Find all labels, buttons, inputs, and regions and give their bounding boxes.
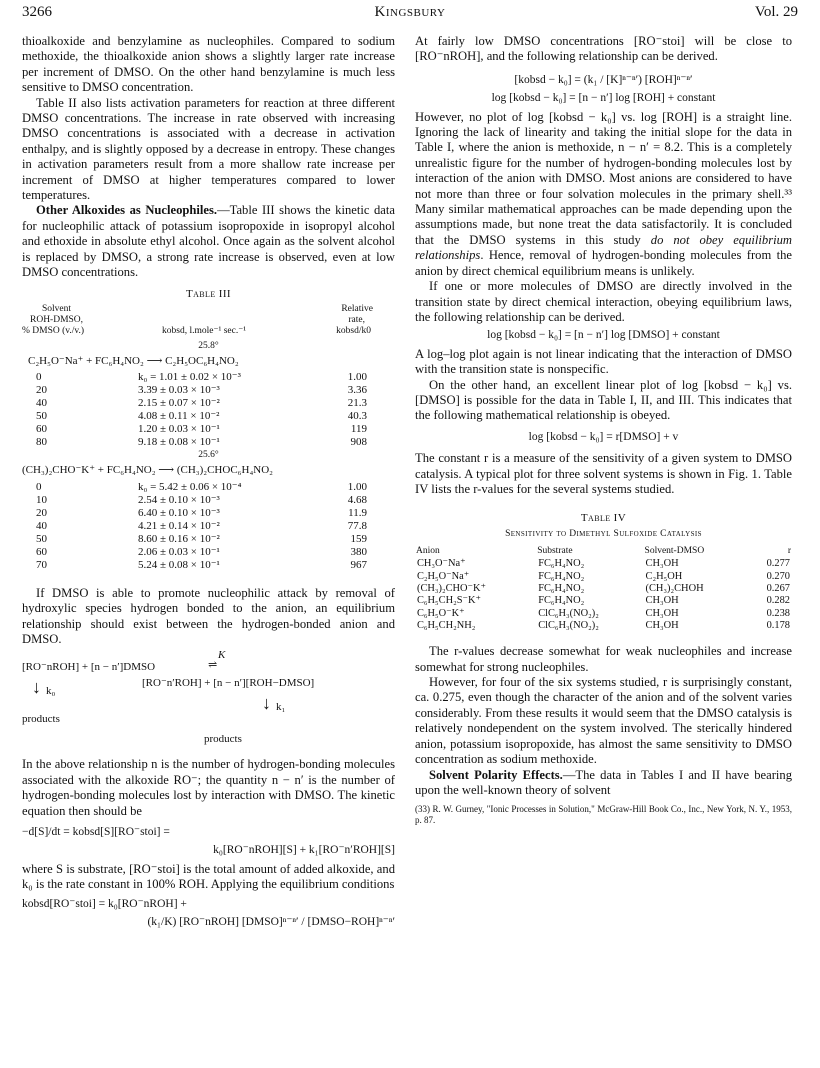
table-cell: 11.9 bbox=[348, 506, 367, 519]
table-cell: 0 bbox=[36, 480, 42, 493]
equation: −d[S]/dt = kobsd[S][RO⁻stoi] = bbox=[22, 825, 170, 838]
table-row bbox=[22, 559, 395, 572]
table-cell: CH₃OH bbox=[645, 607, 679, 619]
table-cell: ClC₆H₃(NO₂)₂ bbox=[538, 619, 599, 631]
paragraph: thioalkoxide and benzylamine as nucleophiles. Compared to sodium methoxide, the thioalkoxide anion shows a slightly larger rate increase per increment of DMSO. On the other hand benzylamine is much less sensitive to DMSO concentration. bbox=[22, 34, 395, 95]
column-header: Anion bbox=[416, 546, 440, 557]
table-row bbox=[22, 371, 395, 384]
table-cell: 60 bbox=[36, 423, 47, 436]
table-row bbox=[22, 520, 395, 533]
table-cell: 8.60 ± 0.16 × 10⁻² bbox=[138, 532, 220, 545]
table-cell: 0.270 bbox=[766, 570, 790, 582]
table-cell: 1.00 bbox=[347, 371, 367, 384]
table-iv bbox=[415, 511, 792, 632]
table-cell: C₆H₅O⁻K⁺ bbox=[417, 607, 465, 619]
reaction-equation: (CH₃)₂CHO⁻K⁺ + FC₆H₄NO₂ ⟶ (CH₃)₂CHOC₆H₄NO₂ bbox=[22, 464, 273, 477]
equation: [kobsd − k₀] = (k₁ / [K]ⁿ⁻ⁿ′) [ROH]ⁿ⁻ⁿ′ bbox=[514, 73, 693, 86]
page-number: 3266 bbox=[22, 4, 52, 20]
table-row bbox=[415, 583, 792, 595]
table-cell: 0.277 bbox=[766, 558, 790, 570]
paragraph: where S is substrate, [RO⁻stoi] is the total amount of added alkoxide, and k₀ is the rate constant in 100% ROH. Applying the equilibrium conditions bbox=[22, 861, 395, 892]
table-cell: FC₆H₄NO₂ bbox=[538, 595, 585, 607]
table-row bbox=[415, 595, 792, 607]
down-arrow-icon: ↓ bbox=[32, 677, 41, 698]
table-cell: 9.18 ± 0.08 × 10⁻¹ bbox=[138, 436, 220, 449]
table-cell: 1.20 ± 0.03 × 10⁻¹ bbox=[138, 423, 220, 436]
table-cell: 4.21 ± 0.14 × 10⁻² bbox=[138, 519, 220, 532]
section-heading: Solvent Polarity Effects. bbox=[429, 767, 563, 782]
paragraph: The r-values decrease somewhat for weak nucleophiles and increase somewhat for strong nucleophiles. bbox=[415, 644, 792, 674]
table-cell: 2.06 ± 0.03 × 10⁻¹ bbox=[138, 545, 220, 558]
table-cell: 80 bbox=[36, 436, 47, 449]
table-cell: 77.8 bbox=[347, 519, 367, 532]
table-row bbox=[415, 571, 792, 583]
table-cell: 3.36 bbox=[347, 384, 367, 397]
equilibrium-arrow-icon: ⇌ bbox=[208, 659, 218, 672]
table-cell: CH₃OH bbox=[645, 558, 679, 570]
equilibrium-scheme: [RO⁻nROH] + [n − n′]DMSO K ⇌ [RO⁻n′ROH] + [n − n′][ROH−DMSO] ↓ k₀ ↓ k₁ products products bbox=[22, 649, 315, 746]
paragraph: In the above relationship n is the number of hydrogen-bonding molecules associated with the alkoxide RO⁻; the quantity n − n′ is the number of hydrogen-bonding molecules lost by interaction with DMSO. The kinetic equation then should be bbox=[22, 757, 395, 818]
table-cell: C₆H₅CH₂NH₂ bbox=[417, 619, 476, 631]
left-column bbox=[22, 34, 395, 933]
table-cell: 967 bbox=[350, 558, 367, 571]
table-cell: 4.68 bbox=[347, 493, 367, 506]
footnote: (33) R. W. Gurney, "Ionic Processes in Solution," McGraw-Hill Book Co., Inc., New York, N. Y., 1953, p. 87. bbox=[415, 804, 792, 826]
table-cell: 20 bbox=[36, 384, 47, 397]
table-cell: 50 bbox=[36, 532, 47, 545]
page-header bbox=[22, 4, 798, 22]
column-header: r bbox=[787, 546, 791, 557]
paragraph: However, no plot of log [kobsd − k₀] vs. log [ROH] is a straight line. Ignoring the lack of linearity and taking the initial slope for the data in Table I, where the anion is methoxide, n − n′ = 8.2. This is a completely unrealistic figure for the number of hydrogen-bonding molecules lost by interaction of the anion with DMSO. Most anions are considered to have not more than three or four solvation molecules in the primary shell.³³ Many similar mathematical approaches can be made depending upon the assumptions made, but none treat the data satisfactorily. It is concluded that the DMSO systems in this study do not obey equilibrium relationships. Hence, removal of hydrogen-bonding molecules from the anion by direct chemical equilibrium means is unlikely. bbox=[415, 109, 792, 278]
table-cell: 0.178 bbox=[766, 619, 790, 631]
table-iii bbox=[22, 287, 395, 572]
table-cell: 70 bbox=[36, 558, 47, 571]
column-header: Solvent-DMSO bbox=[644, 546, 705, 557]
paragraph: At fairly low DMSO concentrations [RO⁻stoi] will be close to [RO⁻nROH], and the following relationship can be derived. bbox=[415, 34, 792, 64]
table-cell: FC₆H₄NO₂ bbox=[538, 583, 585, 595]
table-cell: 119 bbox=[350, 423, 367, 436]
equation: kobsd[RO⁻stoi] = k₀[RO⁻nROH] + bbox=[22, 897, 187, 910]
paragraph: If DMSO is able to promote nucleophilic attack by removal of hydroxylic species hydrogen bonded to the anion, an equilibrium relationship should exist between the hydrogen-bonded anion and DMSO. bbox=[22, 585, 395, 646]
table-cell: 21.3 bbox=[347, 397, 367, 410]
right-column bbox=[415, 34, 792, 826]
table-cell: 159 bbox=[350, 532, 367, 545]
table-cell: CH₃OH bbox=[645, 619, 679, 631]
table-cell: FC₆H₄NO₂ bbox=[538, 558, 585, 570]
table-row bbox=[22, 410, 395, 423]
table-row bbox=[22, 494, 395, 507]
table-cell: C₂H₅O⁻Na⁺ bbox=[417, 570, 470, 582]
equation: log [kobsd − k₀] = [n − n′] log [ROH] + constant bbox=[491, 92, 716, 105]
reaction-equation: C₂H₅O⁻Na⁺ + FC₆H₄NO₂ ⟶ C₂H₅OC₆H₄NO₂ bbox=[28, 354, 239, 367]
table-cell: CH₃OH bbox=[645, 595, 679, 607]
table-row bbox=[22, 533, 395, 546]
paragraph: If one or more molecules of DMSO are directly involved in the transition state by direct chemical interaction, obeying equilibrium laws, the following relationship can be derived. bbox=[415, 279, 792, 324]
table-header: Solvent ROH-DMSO, % DMSO (v./v.) kobsd, l.mole⁻¹ sec.⁻¹ Relative rate, kobsd/k0 bbox=[22, 303, 373, 336]
table-cell: 0.238 bbox=[766, 607, 790, 619]
table-cell: 0 bbox=[36, 371, 42, 384]
table-cell: 3.39 ± 0.03 × 10⁻³ bbox=[138, 384, 220, 397]
paragraph: The constant r is a measure of the sensitivity of a given system to DMSO catalysis. A typical plot for three solvent systems is shown in Fig. 1. Table IV lists the r-values for the several systems studied. bbox=[415, 451, 792, 496]
table-cell: k₀ = 1.01 ± 0.02 × 10⁻³ bbox=[138, 371, 241, 384]
data-table bbox=[415, 544, 792, 632]
paragraph: On the other hand, an excellent linear plot of log [kobsd − k₀] vs. [DMSO] is possible for the data in Table I, II, and III. This indicates that the following mathematical relationship is obeyed. bbox=[415, 377, 792, 423]
table-subtitle: Sensitivity to Dimethyl Sulfoxide Catalysis bbox=[505, 528, 702, 539]
table-row bbox=[415, 608, 792, 620]
running-head: Kingsbury bbox=[374, 4, 446, 20]
down-arrow-icon: ↓ bbox=[262, 693, 271, 714]
table-cell: (CH₃)₂CHOH bbox=[645, 583, 704, 595]
data-table bbox=[22, 371, 395, 449]
table-row bbox=[22, 423, 395, 436]
table-cell: 5.24 ± 0.08 × 10⁻¹ bbox=[138, 558, 220, 571]
table-cell: C₆H₅CH₂S⁻K⁺ bbox=[417, 595, 481, 607]
table-row bbox=[22, 397, 395, 410]
paragraph: Table II also lists activation parameters for reaction at three different DMSO concentrations. The increase in rate observed with increasing DMSO concentrations is associated with a decrease in activation enthalpy, and is slightly opposed by a decrease in entropy. These changes in activation parameters result from a more shallow rate increase per increment of DMSO at higher temperatures compared to lower temperatures. bbox=[22, 95, 395, 203]
table-cell: 60 bbox=[36, 545, 47, 558]
table-cell: 0.267 bbox=[766, 583, 790, 595]
table-cell: 40.3 bbox=[347, 410, 367, 423]
equation: log [kobsd − k₀] = [n − n′] log [DMSO] + constant bbox=[487, 329, 720, 342]
column-header: Substrate bbox=[537, 546, 573, 557]
table-cell: 380 bbox=[350, 545, 367, 558]
table-row bbox=[22, 436, 395, 449]
equation: k₀[RO⁻nROH][S] + k₁[RO⁻n′ROH][S] bbox=[213, 844, 395, 857]
table-row bbox=[22, 507, 395, 520]
table-cell: 10 bbox=[36, 493, 47, 506]
table-cell: 2.54 ± 0.10 × 10⁻³ bbox=[138, 493, 220, 506]
table-title: Table III bbox=[186, 287, 231, 300]
paragraph: Solvent Polarity Effects.—The data in Tables I and II have bearing upon the well-known theory of solvent bbox=[415, 767, 792, 797]
table-cell: 40 bbox=[36, 397, 47, 410]
table-title: Table IV bbox=[580, 512, 627, 525]
temperature-label: 25.8° bbox=[198, 340, 219, 351]
table-row bbox=[22, 481, 395, 494]
table-cell: C₂H₅OH bbox=[645, 570, 683, 582]
volume-label: Vol. 29 bbox=[754, 4, 798, 20]
paragraph: Other Alkoxides as Nucleophiles.—Table III shows the kinetic data for nucleophilic attack of potassium isopropoxide in isopropyl alcohol and ethoxide in absolute ethyl alcohol. Once again as the solvent alcohol is replaced by DMSO, a strong rate increase is observed, even at low DMSO concentrations. bbox=[22, 203, 395, 280]
table-cell: FC₆H₄NO₂ bbox=[538, 570, 585, 582]
table-cell: 908 bbox=[350, 436, 367, 449]
paragraph: A log–log plot again is not linear indicating that the interaction of DMSO with the transition state is nonspecific. bbox=[415, 346, 792, 377]
equation: log [kobsd − k₀] = r[DMSO] + v bbox=[528, 430, 679, 443]
table-row bbox=[415, 620, 792, 632]
equation: (k₁/K) [RO⁻nROH] [DMSO]ⁿ⁻ⁿ′ / [DMSO−ROH]ⁿ⁻ⁿ′ bbox=[147, 916, 395, 928]
section-heading: Other Alkoxides as Nucleophiles. bbox=[36, 203, 218, 218]
table-cell: 40 bbox=[36, 519, 47, 532]
table-cell: ClC₆H₃(NO₂)₂ bbox=[538, 607, 599, 619]
table-cell: k₀ = 5.42 ± 0.06 × 10⁻⁴ bbox=[138, 480, 242, 493]
table-row bbox=[22, 384, 395, 397]
table-row bbox=[22, 546, 395, 559]
table-cell: 50 bbox=[36, 410, 47, 423]
data-table bbox=[22, 481, 395, 572]
table-cell: 1.00 bbox=[347, 480, 367, 493]
table-cell: 6.40 ± 0.10 × 10⁻³ bbox=[138, 506, 220, 519]
table-cell: CH₃O⁻Na⁺ bbox=[417, 558, 466, 570]
temperature-label: 25.6° bbox=[198, 450, 219, 461]
table-cell: 4.08 ± 0.11 × 10⁻² bbox=[138, 410, 220, 423]
table-cell: (CH₃)₂CHO⁻K⁺ bbox=[417, 583, 487, 595]
paragraph: However, for four of the six systems studied, r is surprisingly constant, ca. 0.275, even though the character of the anion and of the solvent varies considerably. From these results it would seem that the DMSO catalysis is relatively nondependent on the system involved. The sterically hindered anion, potassium isopropoxide, has almost the same sensitivity to DMSO concentration as sodium methoxide. bbox=[415, 675, 792, 767]
table-cell: 20 bbox=[36, 506, 47, 519]
table-cell: 2.15 ± 0.07 × 10⁻² bbox=[138, 397, 220, 410]
table-row bbox=[415, 558, 792, 570]
table-cell: 0.282 bbox=[766, 595, 790, 607]
